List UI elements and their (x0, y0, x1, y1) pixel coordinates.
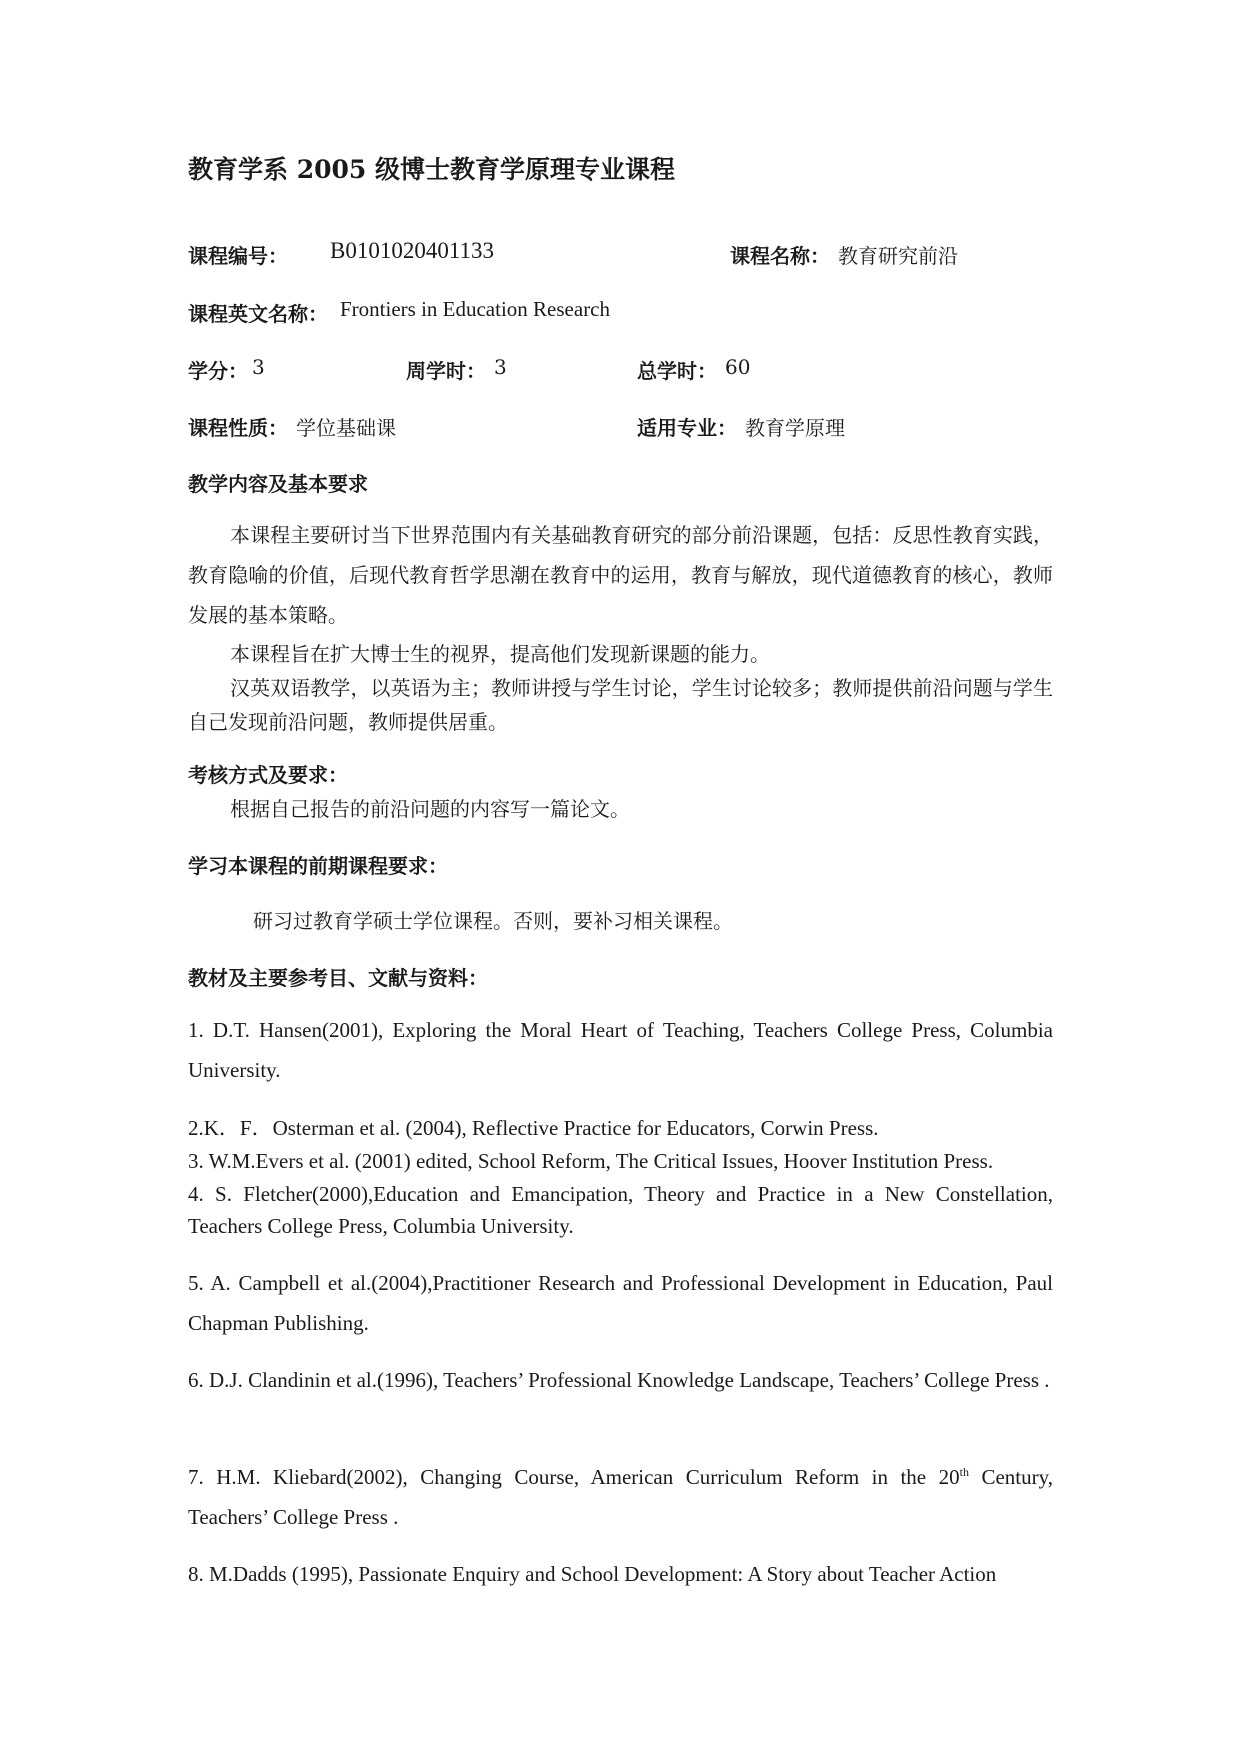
course-code-value: B0101020401133 (330, 238, 494, 263)
prerequisite-text: 研习过教育学硕士学位课程。否则，要补习相关课程。 (253, 909, 733, 933)
references-heading: 教材及主要参考目、文献与资料： (188, 966, 488, 990)
weekly-hours-label: 周学时： (406, 359, 486, 383)
credits-value: 3 (252, 355, 265, 379)
reference-item: 6. D.J. Clandinin et al.(1996), Teachers’ Professional Knowledge Landscape, Teachers’ College Press . (188, 1368, 1050, 1392)
applicable-major-value: 教育学原理 (745, 416, 845, 440)
assessment-heading: 考核方式及要求： (188, 763, 348, 787)
document-title: 教育学系 2005 级博士教育学原理专业课程 (188, 155, 675, 184)
total-hours-value: 60 (725, 355, 751, 379)
assessment-text: 根据自己报告的前沿问题的内容写一篇论文。 (230, 797, 630, 821)
reference-7-superscript: th (959, 1465, 969, 1479)
reference-item (188, 1457, 1053, 1537)
course-name-value: 教育研究前沿 (838, 244, 958, 268)
content-heading: 教学内容及基本要求 (188, 472, 368, 496)
content-paragraph-2: 本课程旨在扩大博士生的视界，提高他们发现新课题的能力。 (230, 642, 770, 666)
course-code-label: 课程编号： (188, 244, 288, 268)
total-hours-label: 总学时： (637, 359, 717, 383)
content-paragraph-1: 本课程主要研讨当下世界范围内有关基础教育研究的部分前沿课题，包括：反思性教育实践，教育隐喻的价值，后现代教育哲学思潮在教育中的运用，教育与解放，现代道德教育的核心，教师发展的基本策略。 (188, 523, 1053, 627)
reference-item: 4. S. Fletcher(2000),Education and Emancipation, Theory and Practice in a New Constellation, Teachers College Press, Columbia University. (188, 1182, 1053, 1238)
course-name-label: 课程名称： (730, 244, 830, 268)
reference-item: 3. W.M.Evers et al. (2001) edited, School Reform, The Critical Issues, Hoover Institution Press. (188, 1149, 994, 1173)
english-name-value: Frontiers in Education Research (340, 297, 611, 321)
reference-item: 1. D.T. Hansen(2001), Exploring the Moral Heart of Teaching, Teachers College Press, Columbia University. (188, 1018, 1053, 1082)
content-paragraph-3: 汉英双语教学，以英语为主；教师讲授与学生讨论，学生讨论较多；教师提供前沿问题与学生自己发现前沿问题，教师提供居重。 (188, 676, 1053, 734)
reference-item: 5. A. Campbell et al.(2004),Practitioner Research and Professional Development in Education, Paul Chapman Publishing. (188, 1271, 1053, 1335)
course-nature-value: 学位基础课 (296, 416, 396, 440)
reference-7-text-rest: Century, Teachers’ College Press . (188, 1465, 1053, 1529)
weekly-hours-value: 3 (494, 355, 507, 379)
reference-item: 2.K．F．Osterman et al. (2004), Reflective Practice for Educators, Corwin Press. (188, 1116, 879, 1140)
course-nature-label: 课程性质： (188, 416, 288, 440)
credits-label: 学分： (188, 359, 248, 383)
reference-7-text: 7. H.M. Kliebard(2002), Changing Course, American Curriculum Reform in the 20 (188, 1465, 960, 1489)
english-name-label: 课程英文名称： (188, 302, 328, 326)
applicable-major-label: 适用专业： (637, 416, 737, 440)
reference-item: 8. M.Dadds (1995), Passionate Enquiry and School Development: A Story about Teacher Action (188, 1562, 997, 1586)
prerequisite-heading: 学习本课程的前期课程要求： (188, 854, 448, 878)
